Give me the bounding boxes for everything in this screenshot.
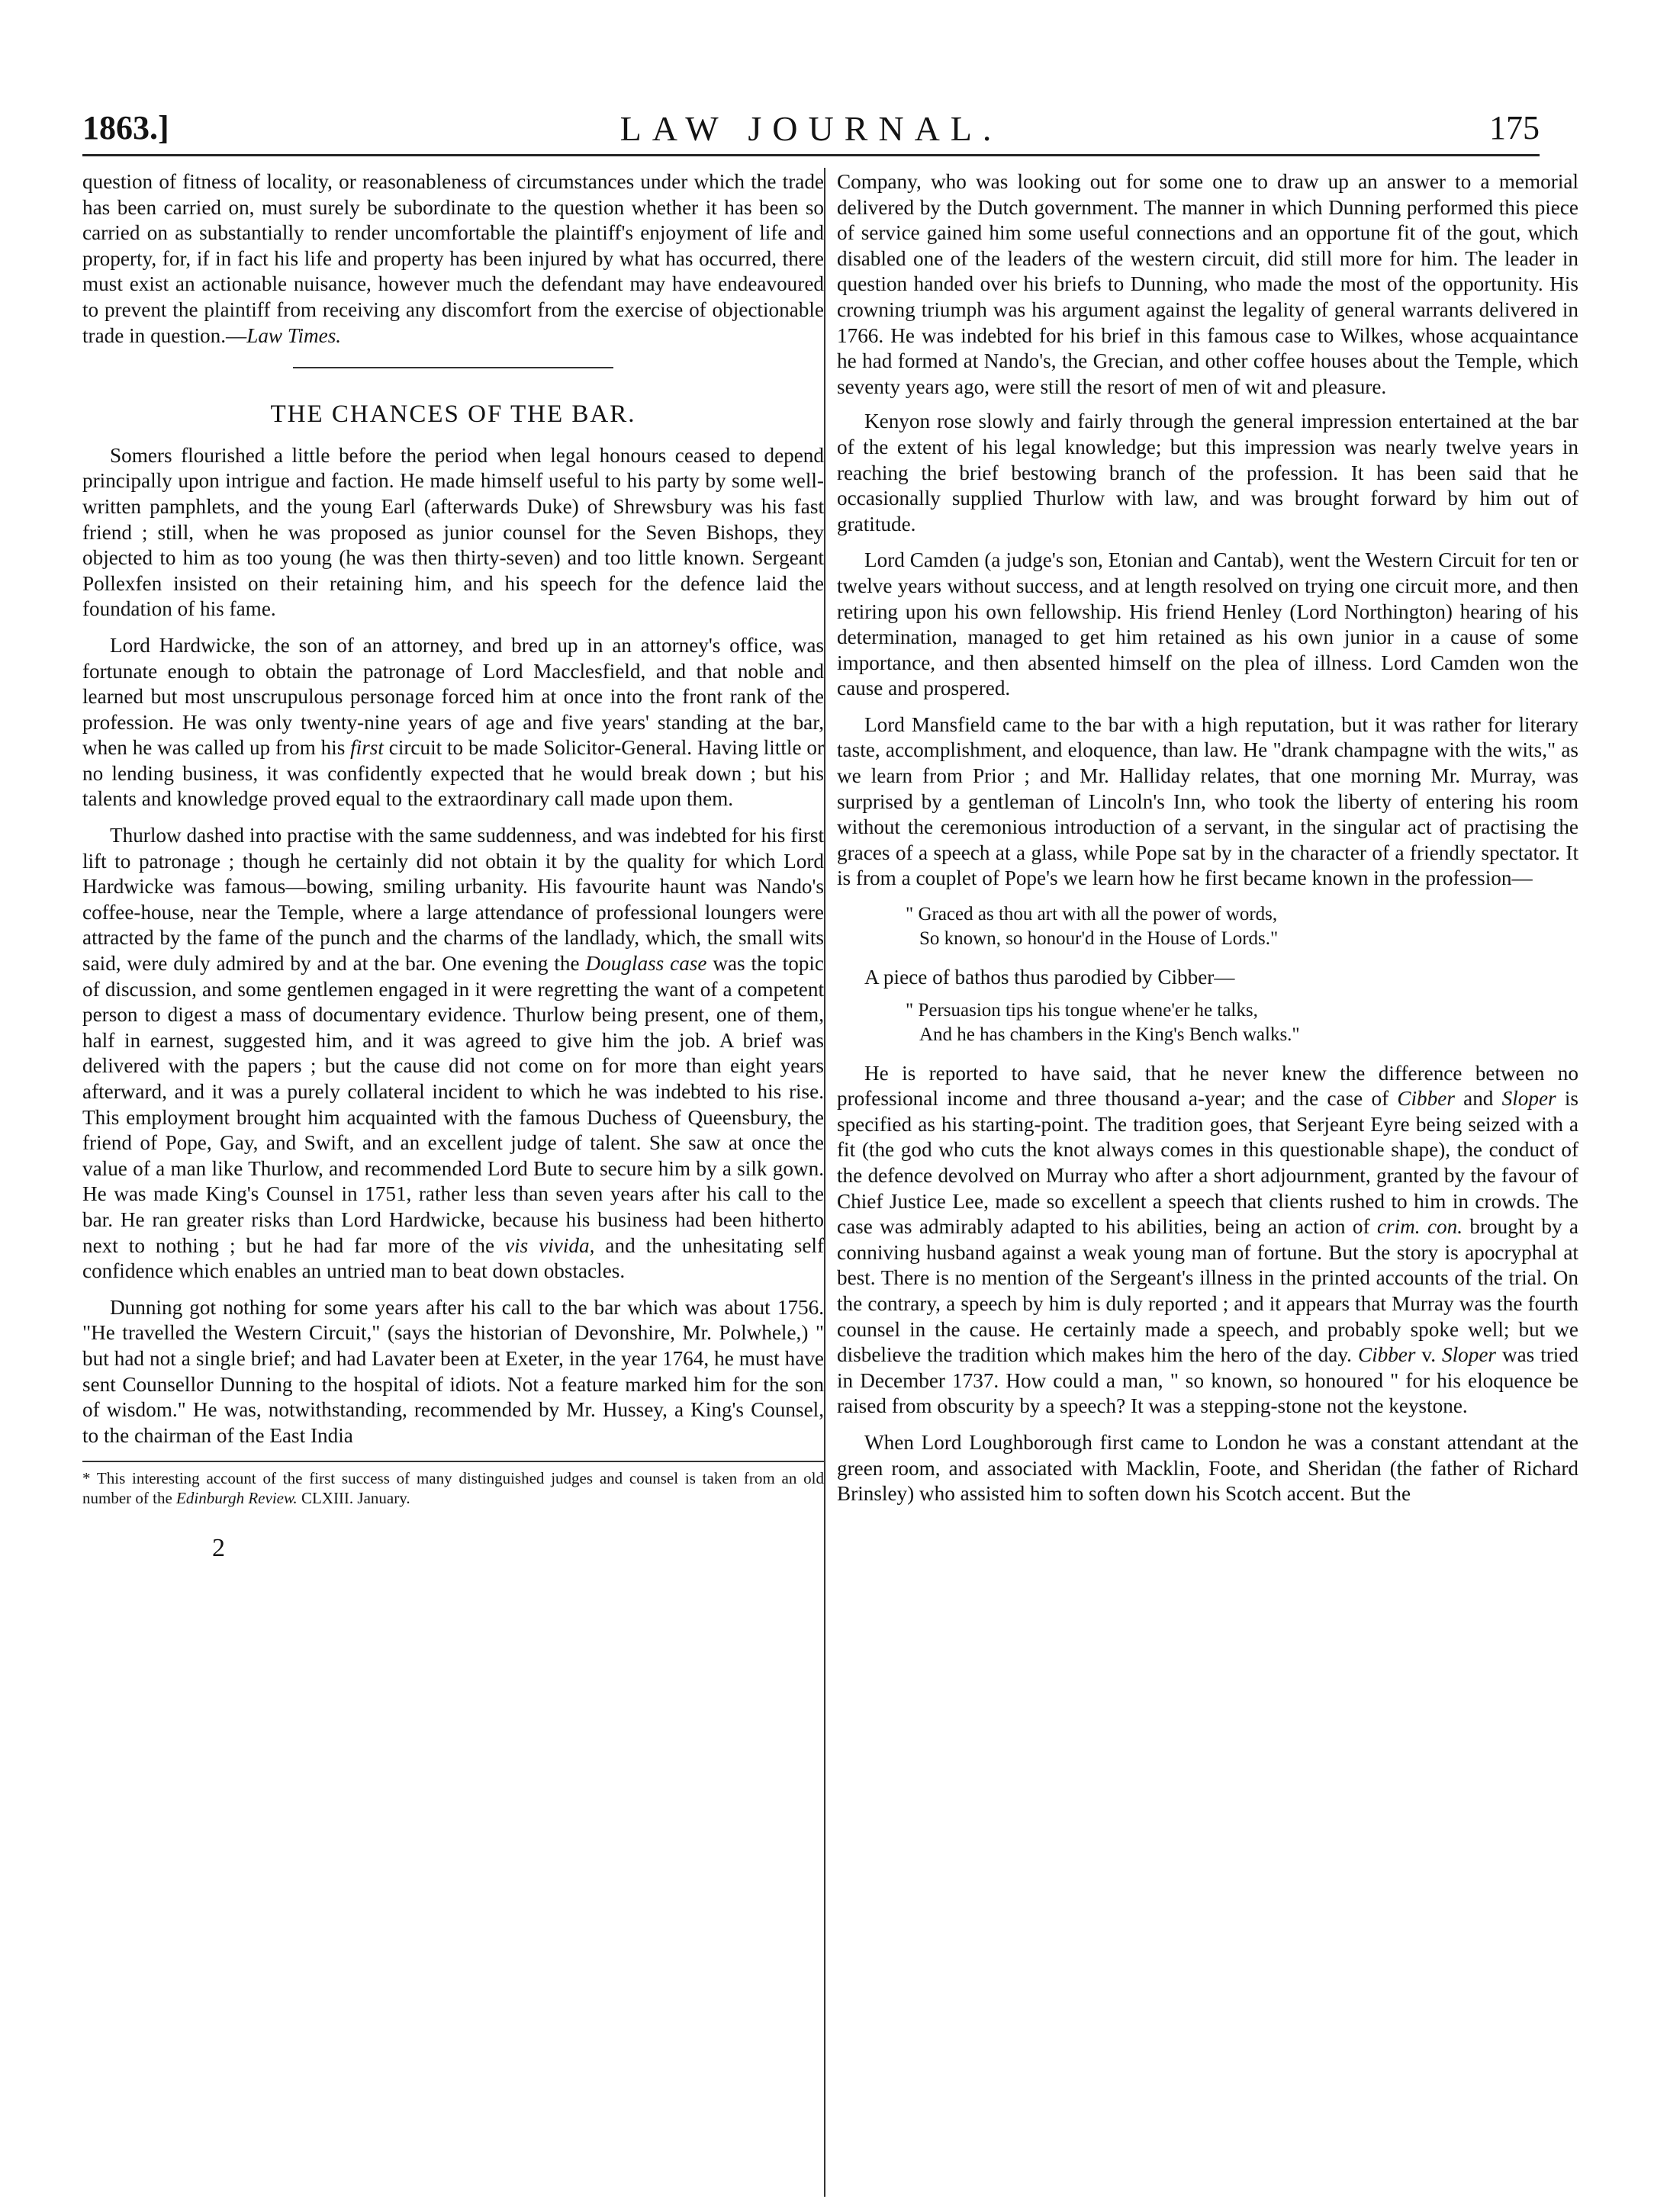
paragraph-dunning-cont: Company, who was looking out for some one to draw up an answer to a memorial delivered by the Dutch government. The manner in which Dunning performed this piece of service gained him some useful connections and an opportune fit of the gout, which disabled one of the leaders of the western circuit, did still more for him. The leader in question handed over his briefs to Dunning, who made the most of the opportunity. His crowning triumph was his argument against the legality of general warrants delivered in 1766. He was indebted for his brief in this famous case to Wilkes, whose acquaintance he had formed at Nando's, the Grecian, and other coffee houses about the Temple, which seventy years ago, were still the resort of men of wit and pleasure. (837, 170, 1578, 398)
left-column (82, 169, 824, 1561)
article-title: THE CHANCES OF THE BAR. (270, 400, 636, 429)
quote-line: And he has chambers in the King's Bench walks." (919, 1024, 1300, 1045)
paragraph-loughborough: When Lord Loughborough first came to London he was a constant attendant at the green room, and associated with Macklin, Foote, and Sheridan (the father of Richard Brinsley) who assisted him to soften down his Scotch accent. But the (837, 1430, 1578, 1506)
signature-mark: 2 (212, 1534, 225, 1563)
running-header (82, 108, 1540, 156)
quote-line: " Graced as thou art with all the power of words, (906, 904, 1278, 925)
paragraph-kenyon: Kenyon rose slowly and fairly through the general impression entertained at the bar of the extent of his legal knowledge; but this impression was nearly twelve years in reaching the brief bestowing branch of the profession. It has been said that he occasionally supplied Thurlow with law, and was brought forward by him out of gratitude. (837, 410, 1578, 535)
pope-couplet (906, 902, 1578, 951)
cibber-couplet (906, 998, 1578, 1047)
quote-line: " Persuasion tips his tongue whene'er he talks, (906, 999, 1258, 1021)
footnote: * This interesting account of the first success of many distinguished judges and counsel is taken from an old number of the Edinburgh Review. CLXIII. January. (82, 1469, 824, 1508)
paragraph-dunning: Dunning got nothing for some years after his call to the bar which was about 1756. "He travelled the Western Circuit," (says the historian of Devonshire, Mr. Polwhele,) " but had not a single brief; and had Lavater been at Exeter, in the year 1764, he must have sent Counsellor Dunning to the hospital of idiots. Not a feature marked him for the son of wisdom." He was, notwithstanding, recommended by Mr. Hussey, a King's Counsel, to the chairman of the East India (82, 1295, 824, 1447)
journal-title: LAW JOURNAL. (619, 109, 1002, 148)
page-number: 175 (1489, 109, 1540, 146)
right-column (837, 169, 1578, 1518)
opening-paragraph: question of fitness of locality, or reasonableness of circumstances under which the trade has been carried on, must surely be subordinate to the question whether it has been so carried on as substantially to render uncomfortable the plaintiff's enjoyment of life and property, for, if in fact his life and property has been injured by what has occurred, there must exist an actionable nuisance, however much the defendant may have endeavoured to prevent the plaintiff from receiving any discomfort from the exercise of objectionable trade in question.—Law Times. (82, 170, 824, 347)
bathos-intro: A piece of bathos thus parodied by Cibber— (864, 966, 1235, 989)
paragraph-mansfield: Lord Mansfield came to the bar with a high reputation, but it was rather for literary taste, accomplishment, and eloquence, than law. He "drank champagne with the wits," as we learn from Prior ; and Mr. Halliday relates, that one morning Mr. Murray, was surprised by a gentleman of Lincoln's Inn, who took the liberty of entering his room without the ceremonious introduction of a servant, in the singular act of practising the graces of a speech at a glass, while Pope sat by in the character of a friendly spectator. It is from a couplet of Pope's we learn how he first became known in the profession— (837, 712, 1578, 890)
paragraph-thurlow: Thurlow dashed into practise with the same suddenness, and was indebted for his first lift to patronage ; though he certainly did not obtain it by the quality for which Lord Hardwicke was famous—bowing, smiling urbanity. His favourite haunt was Nando's coffee-house, near the Temple, where a large attendance of professional loungers were attracted by the fame of the punch and the charms of the landlady, which, the small wits said, were duly admired by and at the bar. One evening the Douglass case was the topic of discussion, and some gentlemen engaged in it were regretting the want of a competent person to digest a mass of documentary evidence. Thurlow being present, one of them, half in earnest, suggested him, and it was agreed to give him the job. A brief was delivered with the papers ; but the cause did not come on for more than eight years afterward, and it was a purely collateral incident to which he was indebted to his rise. This employment brought him acquainted with the famous Duchess of Queensbury, the friend of Pope, Gay, and Swift, and an excellent judge of talent. She saw at once the value of a man like Thurlow, and recommended Lord Bute to secure him by a silk gown. He was made King's Counsel in 1751, rather less than seven years after his call to the bar. He ran greater risks than Lord Hardwicke, because his business had been hitherto next to nothing ; but he had far more of the vis vivida, and the unhesitating self confidence which enables an untried man to beat down obstacles. (82, 824, 824, 1283)
footnote-rule (82, 1461, 824, 1462)
quote-line: So known, so honour'd in the House of Lords." (919, 928, 1279, 950)
header-year: 1863.] (82, 109, 169, 146)
paragraph-somers: Somers flourished a little before the period when legal honours ceased to depend principally upon intrigue and faction. He made himself useful to his party by some well-written pamphlets, and the young Earl (afterwards Duke) of Shrewsbury was his fast friend ; still, when he was proposed as junior counsel for the Seven Bishops, they objected to him as too young (he was then thirty-seven) and too little known. Sergeant Pollexfen insisted on their retaining him, and his speech for the defence laid the foundation of his fame. (82, 443, 824, 621)
section-separator (293, 367, 613, 368)
opening-source: Law Times. (246, 323, 342, 347)
paragraph-hardwicke: Lord Hardwicke, the son of an attorney, and bred up in an attorney's office, was fortunate enough to obtain the patronage of Lord Macclesfield, and that noble and learned but most unscrupulous personage forced him at once into the front rank of the profession. He was only twenty-nine years of age and five years' standing at the bar, when he was called up from his first circuit to be made Solicitor-General. Having little or no lending business, it was confidently expected that he would break down ; but his talents and knowledge proved equal to the extraordinary call made upon them. (82, 633, 824, 811)
column-divider (824, 168, 825, 2197)
paragraph-cibber-sloper: He is reported to have said, that he never knew the difference between no professional income and three thousand a-year; and the case of Cibber and Sloper is specified as his starting-point. The tradition goes, that Serjeant Eyre being seized with a fit (the god who cuts the knot always comes in this questionable shape), the conduct of the defence devolved on Murray who after a short adjournment, granted by the favour of Chief Justice Lee, made so excellent a speech that clients rushed to him in crowds. The case was admirably adapted to his abilities, being an action of crim. con. brought by a conniving husband against a weak young man of fortune. But the story is apocryphal at best. There is no mention of the Sergeant's illness in the printed accounts of the trial. On the contrary, a speech by him is duly reported ; and it appears that Murray was the fourth counsel in the cause. He certainly made a speech, and probably spoke well; but we disbelieve the tradition which makes him the hero of the day. Cibber v. Sloper was tried in December 1737. How could a man, " so known, so honoured " for his eloquence be raised from obscurity by a speech? It was a stepping-stone not the keystone. (837, 1061, 1579, 1418)
paragraph-camden: Lord Camden (a judge's son, Etonian and Cantab), went the Western Circuit for ten or twelve years without success, and at length resolved on trying one circuit more, and then retiring upon his own fellowship. His friend Henley (Lord Northington) hearing of his determination, managed to get him retained as his own junior in a cause of some importance, and then absented himself on the plea of illness. Lord Camden won the cause and prospered. (837, 548, 1578, 700)
